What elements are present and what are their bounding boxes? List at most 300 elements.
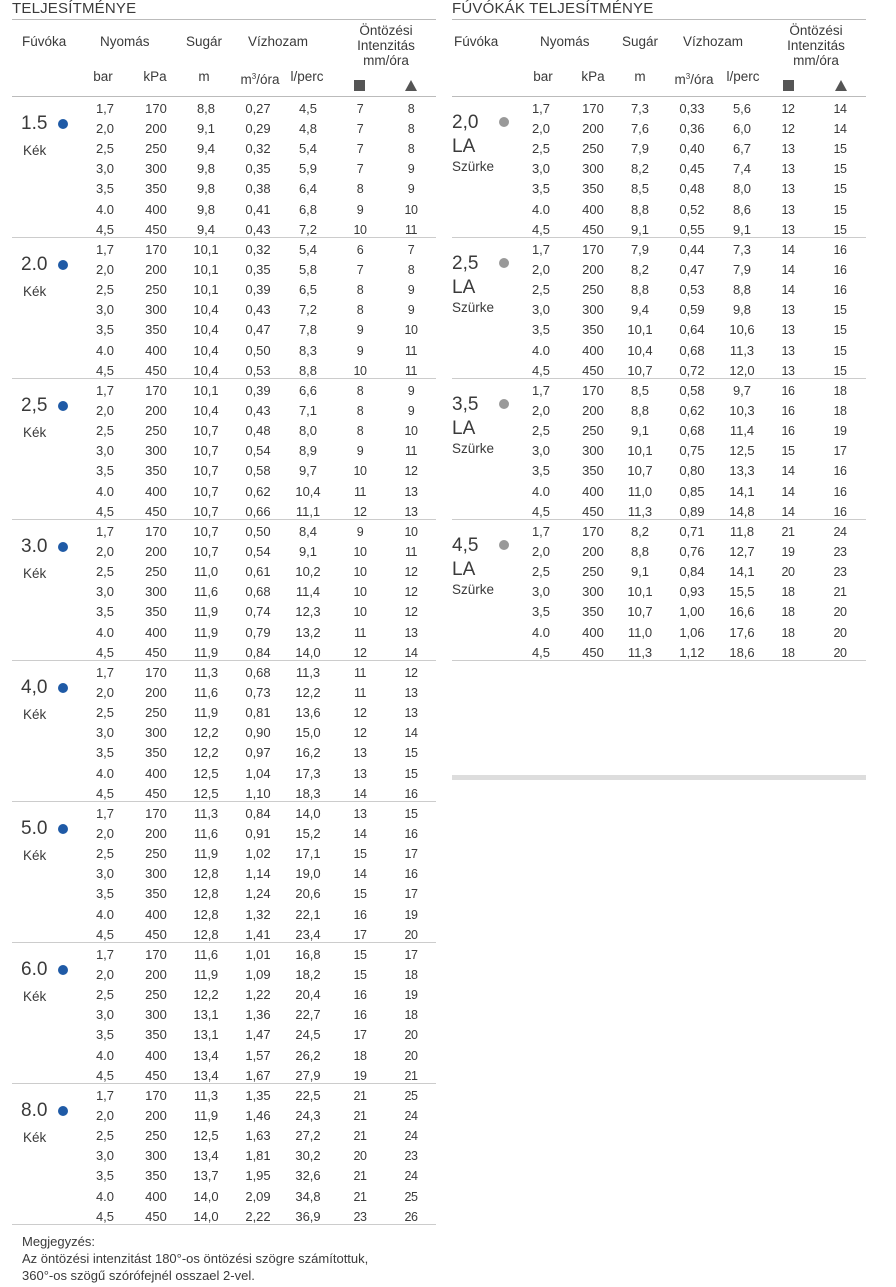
- cell-intensity-triangle: 15: [404, 807, 418, 821]
- cell-kpa: 350: [145, 322, 167, 338]
- cell-radius: 10,7: [627, 463, 653, 479]
- table-row: [12, 1146, 436, 1166]
- cell-flow-lperc: 12,5: [729, 443, 755, 459]
- cell-bar: 4.0: [95, 624, 115, 640]
- cell-kpa: 250: [145, 846, 167, 862]
- cell-bar: 3,0: [95, 443, 115, 459]
- cell-bar: 3,5: [95, 745, 115, 761]
- cell-intensity-square: 10: [353, 565, 367, 580]
- table-row: [12, 1046, 436, 1066]
- cell-intensity-triangle: 19: [404, 907, 418, 922]
- cell-radius: 10,7: [193, 423, 219, 439]
- cell-intensity-triangle: 8: [407, 142, 415, 157]
- cell-bar: 1,7: [95, 947, 115, 962]
- nozzle-color-label: Szürke: [452, 159, 495, 174]
- cell-intensity-triangle: 24: [833, 525, 847, 539]
- cell-radius: 8,8: [630, 403, 650, 419]
- right-title-rule: [452, 19, 866, 20]
- cell-radius: 8,5: [630, 181, 650, 197]
- nozzle-size-value: 2.0: [21, 254, 48, 275]
- cell-radius: 8,2: [630, 524, 650, 539]
- left-header-flow: Vízhozam: [248, 34, 309, 49]
- right-bottom-rule: [452, 775, 866, 780]
- cell-flow-m3: 0,54: [245, 443, 271, 459]
- cell-kpa: 250: [582, 141, 604, 157]
- cell-radius: 7,3: [630, 101, 650, 116]
- cell-intensity-triangle: 20: [833, 605, 847, 620]
- table-row: [12, 945, 436, 965]
- cell-intensity-triangle: 11: [405, 222, 417, 237]
- cell-intensity-triangle: 16: [833, 263, 847, 278]
- cell-flow-m3: 0,53: [679, 282, 705, 298]
- cell-flow-lperc: 12,3: [295, 604, 321, 620]
- cell-flow-lperc: 18,3: [295, 785, 321, 801]
- cell-radius: 12,8: [193, 926, 219, 942]
- nozzle-color-label: Szürke: [452, 300, 495, 315]
- cell-intensity-triangle: 23: [833, 565, 847, 580]
- cell-radius: 8,8: [630, 544, 650, 560]
- cell-flow-m3: 0,84: [245, 644, 271, 660]
- cell-kpa: 400: [145, 1047, 167, 1063]
- cell-bar: 2,0: [95, 967, 115, 983]
- cell-intensity-triangle: 8: [407, 102, 415, 116]
- cell-intensity-square: 10: [353, 363, 367, 378]
- cell-bar: 3,0: [95, 725, 115, 741]
- cell-radius: 11,0: [627, 483, 653, 499]
- table-row: [12, 824, 436, 844]
- cell-flow-m3: 1,35: [245, 1088, 271, 1103]
- cell-flow-lperc: 24,3: [295, 1108, 321, 1124]
- cell-bar: 1,7: [95, 101, 115, 116]
- cell-kpa: 300: [145, 161, 167, 177]
- cell-intensity-square: 14: [781, 283, 795, 298]
- cell-intensity-triangle: 15: [833, 182, 847, 197]
- cell-kpa: 300: [582, 443, 604, 459]
- cell-flow-m3: 1,47: [245, 1027, 271, 1043]
- cell-bar: 4,5: [95, 221, 115, 237]
- cell-radius: 9,1: [630, 423, 650, 439]
- cell-kpa: 170: [145, 524, 167, 539]
- cell-flow-m3: 0,64: [679, 322, 705, 338]
- cell-bar: 1,7: [531, 101, 551, 116]
- nozzle-size-value: 4,0: [21, 677, 48, 698]
- table-row: [452, 240, 866, 260]
- cell-flow-m3: 0,32: [245, 141, 271, 157]
- cell-intensity-triangle: 15: [404, 746, 418, 761]
- cell-intensity-triangle: 16: [833, 243, 847, 257]
- table-row: [452, 260, 866, 280]
- cell-intensity-triangle: 25: [404, 1189, 418, 1204]
- cell-kpa: 170: [145, 1088, 167, 1103]
- cell-flow-lperc: 10,3: [729, 403, 755, 419]
- left-header-nozzle: Fúvóka: [22, 34, 67, 49]
- cell-bar: 4,5: [95, 362, 115, 378]
- cell-kpa: 170: [145, 383, 167, 398]
- cell-flow-lperc: 9,1: [298, 544, 318, 560]
- cell-radius: 10,1: [627, 584, 653, 600]
- table-row: [12, 723, 436, 743]
- cell-intensity-square: 21: [781, 525, 795, 539]
- cell-radius: 9,4: [630, 302, 650, 318]
- cell-flow-m3: 0,36: [679, 121, 705, 137]
- cell-flow-lperc: 30,2: [295, 1148, 321, 1164]
- cell-radius: 10,7: [627, 362, 653, 378]
- cell-intensity-square: 8: [356, 182, 364, 197]
- cell-kpa: 450: [145, 1208, 167, 1224]
- cell-flow-m3: 0,27: [245, 101, 271, 116]
- cell-bar: 3,5: [531, 463, 551, 479]
- cell-flow-m3: 0,68: [245, 665, 271, 680]
- cell-flow-lperc: 24,5: [295, 1027, 321, 1043]
- cell-intensity-square: 10: [353, 464, 367, 479]
- cell-intensity-square: 9: [356, 323, 364, 338]
- cell-flow-lperc: 8,8: [298, 362, 318, 378]
- cell-intensity-square: 13: [781, 323, 795, 338]
- cell-intensity-triangle: 19: [404, 988, 418, 1003]
- cell-flow-m3: 0,76: [679, 544, 705, 560]
- cell-flow-m3: 0,85: [679, 483, 705, 499]
- cell-radius: 9,1: [196, 121, 216, 137]
- cell-radius: 8,8: [630, 282, 650, 298]
- cell-kpa: 450: [145, 1067, 167, 1083]
- table-row: [452, 300, 866, 320]
- cell-flow-m3: 0,43: [245, 302, 271, 318]
- table-row: [12, 1166, 436, 1186]
- cell-bar: 4,5: [531, 221, 551, 237]
- cell-intensity-square: 9: [356, 343, 364, 358]
- cell-intensity-triangle: 15: [833, 363, 847, 378]
- cell-flow-lperc: 17,1: [295, 846, 321, 862]
- table-row: [452, 401, 866, 421]
- cell-kpa: 450: [145, 644, 167, 660]
- cell-intensity-triangle: 17: [404, 948, 418, 962]
- cell-flow-lperc: 18,2: [295, 967, 321, 983]
- cell-intensity-triangle: 24: [404, 1109, 418, 1124]
- cell-flow-lperc: 26,2: [295, 1047, 321, 1063]
- table-row: [12, 320, 436, 340]
- cell-radius: 10,1: [193, 262, 219, 278]
- right-sub-m3-base: m: [674, 72, 686, 87]
- cell-radius: 11,0: [193, 564, 219, 580]
- cell-intensity-square: 12: [781, 122, 795, 137]
- table-row: [12, 703, 436, 723]
- cell-kpa: 450: [145, 785, 167, 801]
- cell-bar: 4,5: [531, 503, 551, 519]
- cell-bar: 2,0: [95, 544, 115, 560]
- cell-radius: 9,1: [630, 564, 650, 580]
- cell-bar: 3,5: [531, 322, 551, 338]
- cell-flow-lperc: 7,1: [298, 403, 318, 419]
- cell-flow-lperc: 12,2: [295, 685, 321, 701]
- cell-kpa: 300: [582, 302, 604, 318]
- cell-kpa: 350: [145, 604, 167, 620]
- cell-flow-lperc: 10,4: [295, 483, 321, 499]
- cell-radius: 10,1: [193, 383, 219, 398]
- cell-bar: 3,0: [531, 302, 551, 318]
- nozzle-group: [12, 802, 436, 943]
- cell-intensity-square: 10: [353, 605, 367, 620]
- cell-flow-lperc: 5,6: [732, 101, 752, 116]
- triangle-symbol-icon: [835, 80, 847, 91]
- cell-radius: 11,6: [193, 826, 219, 842]
- cell-flow-m3: 0,32: [245, 242, 271, 257]
- table-row: [12, 1005, 436, 1025]
- table-row: [452, 461, 866, 481]
- cell-flow-lperc: 22,5: [295, 1088, 321, 1103]
- cell-radius: 12,8: [193, 906, 219, 922]
- table-row: [12, 1025, 436, 1045]
- cell-intensity-square: 6: [356, 243, 364, 257]
- cell-kpa: 300: [145, 1148, 167, 1164]
- table-row: [452, 441, 866, 461]
- cell-flow-m3: 1,67: [245, 1067, 271, 1083]
- cell-bar: 2,5: [531, 282, 551, 298]
- nozzle-group: [452, 238, 866, 379]
- cell-kpa: 250: [145, 141, 167, 157]
- cell-intensity-square: 11: [354, 484, 366, 499]
- cell-flow-m3: 0,93: [679, 584, 705, 600]
- cell-flow-m3: 1,36: [245, 1007, 271, 1023]
- left-header-intensity-line1: Öntözési: [359, 23, 413, 38]
- left-sub-lperc: l/perc: [290, 69, 324, 84]
- cell-kpa: 400: [145, 906, 167, 922]
- cell-intensity-triangle: 11: [405, 343, 417, 358]
- cell-intensity-square: 23: [353, 1209, 367, 1224]
- cell-kpa: 400: [145, 483, 167, 499]
- nozzle-group: [12, 1084, 436, 1225]
- cell-radius: 12,5: [193, 765, 219, 781]
- table-row: [452, 119, 866, 139]
- cell-flow-m3: 0,39: [245, 282, 271, 298]
- table-row: [12, 119, 436, 139]
- cell-flow-lperc: 9,1: [732, 221, 752, 237]
- cell-bar: 2,5: [95, 423, 115, 439]
- cell-flow-lperc: 27,9: [295, 1067, 321, 1083]
- cell-radius: 11,6: [193, 947, 219, 962]
- nozzle-size-value: 6.0: [21, 959, 48, 980]
- cell-intensity-square: 10: [353, 585, 367, 600]
- cell-bar: 2,5: [95, 141, 115, 157]
- cell-intensity-square: 15: [353, 948, 367, 962]
- nozzle-color-label: Szürke: [452, 582, 495, 597]
- cell-bar: 2,5: [95, 987, 115, 1003]
- cell-intensity-triangle: 9: [407, 283, 415, 298]
- table-row: [12, 200, 436, 220]
- table-row: [12, 562, 436, 582]
- cell-intensity-triangle: 14: [833, 122, 847, 137]
- cell-intensity-square: 13: [353, 746, 367, 761]
- cell-kpa: 200: [145, 1108, 167, 1124]
- cell-bar: 3,5: [95, 1027, 115, 1043]
- cell-radius: 10,7: [193, 503, 219, 519]
- cell-radius: 13,7: [193, 1168, 219, 1184]
- cell-radius: 7,9: [630, 141, 650, 157]
- cell-intensity-square: 14: [353, 867, 367, 882]
- cell-kpa: 170: [582, 524, 604, 539]
- cell-bar: 3,5: [531, 604, 551, 620]
- right-header-intensity-line1: Öntözési: [789, 23, 843, 38]
- cell-bar: 2,0: [531, 544, 551, 560]
- cell-kpa: 170: [582, 101, 604, 116]
- cell-flow-m3: 0,68: [245, 584, 271, 600]
- cell-kpa: 200: [582, 262, 604, 278]
- cell-intensity-square: 10: [353, 545, 367, 560]
- cell-radius: 11,9: [193, 644, 219, 660]
- cell-kpa: 170: [582, 242, 604, 257]
- table-row: [452, 179, 866, 199]
- cell-kpa: 250: [145, 423, 167, 439]
- cell-radius: 9,4: [196, 221, 216, 237]
- cell-flow-lperc: 10,6: [729, 322, 755, 338]
- cell-radius: 14,0: [193, 1208, 219, 1224]
- cell-flow-m3: 0,39: [245, 383, 271, 398]
- right-sub-m: m: [634, 69, 646, 84]
- cell-flow-m3: 0,68: [679, 423, 705, 439]
- cell-bar: 2,5: [531, 141, 551, 157]
- cell-flow-m3: 0,43: [245, 403, 271, 419]
- cell-flow-lperc: 11,8: [729, 524, 755, 539]
- nozzle-color-label: Kék: [23, 566, 47, 581]
- cell-flow-lperc: 9,7: [732, 383, 752, 398]
- cell-intensity-square: 21: [353, 1189, 367, 1204]
- table-row: [12, 381, 436, 401]
- cell-radius: 13,4: [193, 1067, 219, 1083]
- table-row: [12, 482, 436, 502]
- cell-bar: 2,5: [531, 564, 551, 580]
- cell-intensity-triangle: 15: [833, 162, 847, 177]
- cell-radius: 11,9: [193, 705, 219, 721]
- footnote: [22, 1233, 368, 1284]
- cell-flow-lperc: 9,8: [732, 302, 752, 318]
- cell-radius: 13,4: [193, 1148, 219, 1164]
- cell-radius: 13,1: [193, 1007, 219, 1023]
- cell-kpa: 450: [582, 503, 604, 519]
- table-row: [12, 1106, 436, 1126]
- cell-flow-lperc: 17,6: [729, 624, 755, 640]
- cell-intensity-triangle: 10: [404, 323, 418, 338]
- cell-kpa: 300: [145, 302, 167, 318]
- cell-flow-lperc: 12,0: [729, 362, 755, 378]
- cell-flow-lperc: 22,1: [295, 906, 321, 922]
- table-row: [452, 542, 866, 562]
- cell-bar: 3,5: [95, 463, 115, 479]
- cell-bar: 1,7: [531, 524, 551, 539]
- cell-flow-m3: 1,32: [245, 906, 271, 922]
- cell-intensity-triangle: 18: [833, 384, 847, 398]
- cell-flow-m3: 0,43: [245, 221, 271, 237]
- cell-flow-m3: 0,68: [679, 342, 705, 358]
- cell-intensity-triangle: 9: [407, 182, 415, 197]
- cell-flow-lperc: 14,1: [729, 483, 755, 499]
- nozzle-type-suffix: LA: [452, 277, 476, 298]
- cell-kpa: 350: [582, 604, 604, 620]
- cell-flow-m3: 0,35: [245, 262, 271, 278]
- cell-radius: 10,1: [193, 242, 219, 257]
- cell-intensity-triangle: 11: [405, 545, 417, 560]
- nozzle-group: [452, 97, 866, 238]
- cell-flow-lperc: 7,3: [732, 242, 752, 257]
- cell-kpa: 400: [145, 342, 167, 358]
- cell-bar: 4,5: [95, 644, 115, 660]
- cell-kpa: 200: [582, 121, 604, 137]
- cell-flow-lperc: 15,5: [729, 584, 755, 600]
- cell-flow-m3: 0,50: [245, 342, 271, 358]
- cell-flow-m3: 0,53: [245, 362, 271, 378]
- cell-intensity-square: 14: [353, 786, 367, 801]
- cell-kpa: 450: [145, 926, 167, 942]
- cell-radius: 8,5: [630, 383, 650, 398]
- cell-intensity-square: 13: [781, 182, 795, 197]
- nozzle-size-value: 1.5: [21, 113, 48, 134]
- cell-flow-lperc: 8,0: [732, 181, 752, 197]
- cell-bar: 4.0: [95, 342, 115, 358]
- left-sub-m3-base: m: [240, 72, 252, 87]
- table-row: [12, 1086, 436, 1106]
- cell-intensity-triangle: 15: [833, 323, 847, 338]
- cell-intensity-square: 16: [353, 1008, 367, 1023]
- cell-kpa: 250: [145, 1128, 167, 1144]
- cell-flow-m3: 1,22: [245, 987, 271, 1003]
- table-row: [12, 804, 436, 824]
- cell-intensity-square: 18: [353, 1048, 367, 1063]
- cell-bar: 4.0: [531, 483, 551, 499]
- cell-radius: 14,0: [193, 1188, 219, 1204]
- cell-radius: 11,9: [193, 846, 219, 862]
- triangle-symbol-icon: [405, 80, 417, 91]
- cell-flow-m3: 0,44: [679, 242, 705, 257]
- nozzle-size-value: 2,5: [21, 395, 48, 416]
- cell-flow-lperc: 8,6: [732, 201, 752, 217]
- cell-flow-m3: 0,50: [245, 524, 271, 539]
- cell-intensity-triangle: 15: [833, 303, 847, 318]
- cell-kpa: 170: [582, 383, 604, 398]
- cell-radius: 13,1: [193, 1027, 219, 1043]
- cell-flow-m3: 1,81: [245, 1148, 271, 1164]
- left-header-pressure: Nyomás: [100, 34, 150, 49]
- cell-intensity-square: 16: [781, 404, 795, 419]
- table-row: [12, 159, 436, 179]
- table-row: [12, 99, 436, 119]
- cell-radius: 9,4: [196, 141, 216, 157]
- cell-radius: 13,4: [193, 1047, 219, 1063]
- cell-flow-lperc: 20,4: [295, 987, 321, 1003]
- cell-flow-lperc: 22,7: [295, 1007, 321, 1023]
- cell-bar: 4.0: [95, 765, 115, 781]
- cell-intensity-triangle: 26: [404, 1209, 418, 1224]
- cell-kpa: 350: [145, 886, 167, 902]
- cell-intensity-triangle: 11: [405, 444, 417, 459]
- cell-intensity-triangle: 15: [833, 202, 847, 217]
- cell-intensity-square: 8: [356, 404, 364, 419]
- cell-bar: 3,0: [95, 584, 115, 600]
- cell-flow-lperc: 8,4: [298, 524, 318, 539]
- cell-radius: 7,6: [630, 121, 650, 137]
- nozzle-type-suffix: LA: [452, 136, 476, 157]
- cell-kpa: 400: [145, 1188, 167, 1204]
- cell-flow-m3: 0,84: [245, 806, 271, 821]
- table-row: [12, 623, 436, 643]
- table-row: [452, 99, 866, 119]
- cell-flow-m3: 1,46: [245, 1108, 271, 1124]
- cell-radius: 12,5: [193, 785, 219, 801]
- cell-bar: 1,7: [531, 383, 551, 398]
- cell-intensity-triangle: 20: [404, 1048, 418, 1063]
- nozzle-size-value: 3.0: [21, 536, 48, 557]
- cell-intensity-triangle: 20: [833, 645, 847, 660]
- cell-flow-m3: 1,41: [245, 926, 271, 942]
- table-row: [12, 683, 436, 703]
- cell-flow-lperc: 7,8: [298, 322, 318, 338]
